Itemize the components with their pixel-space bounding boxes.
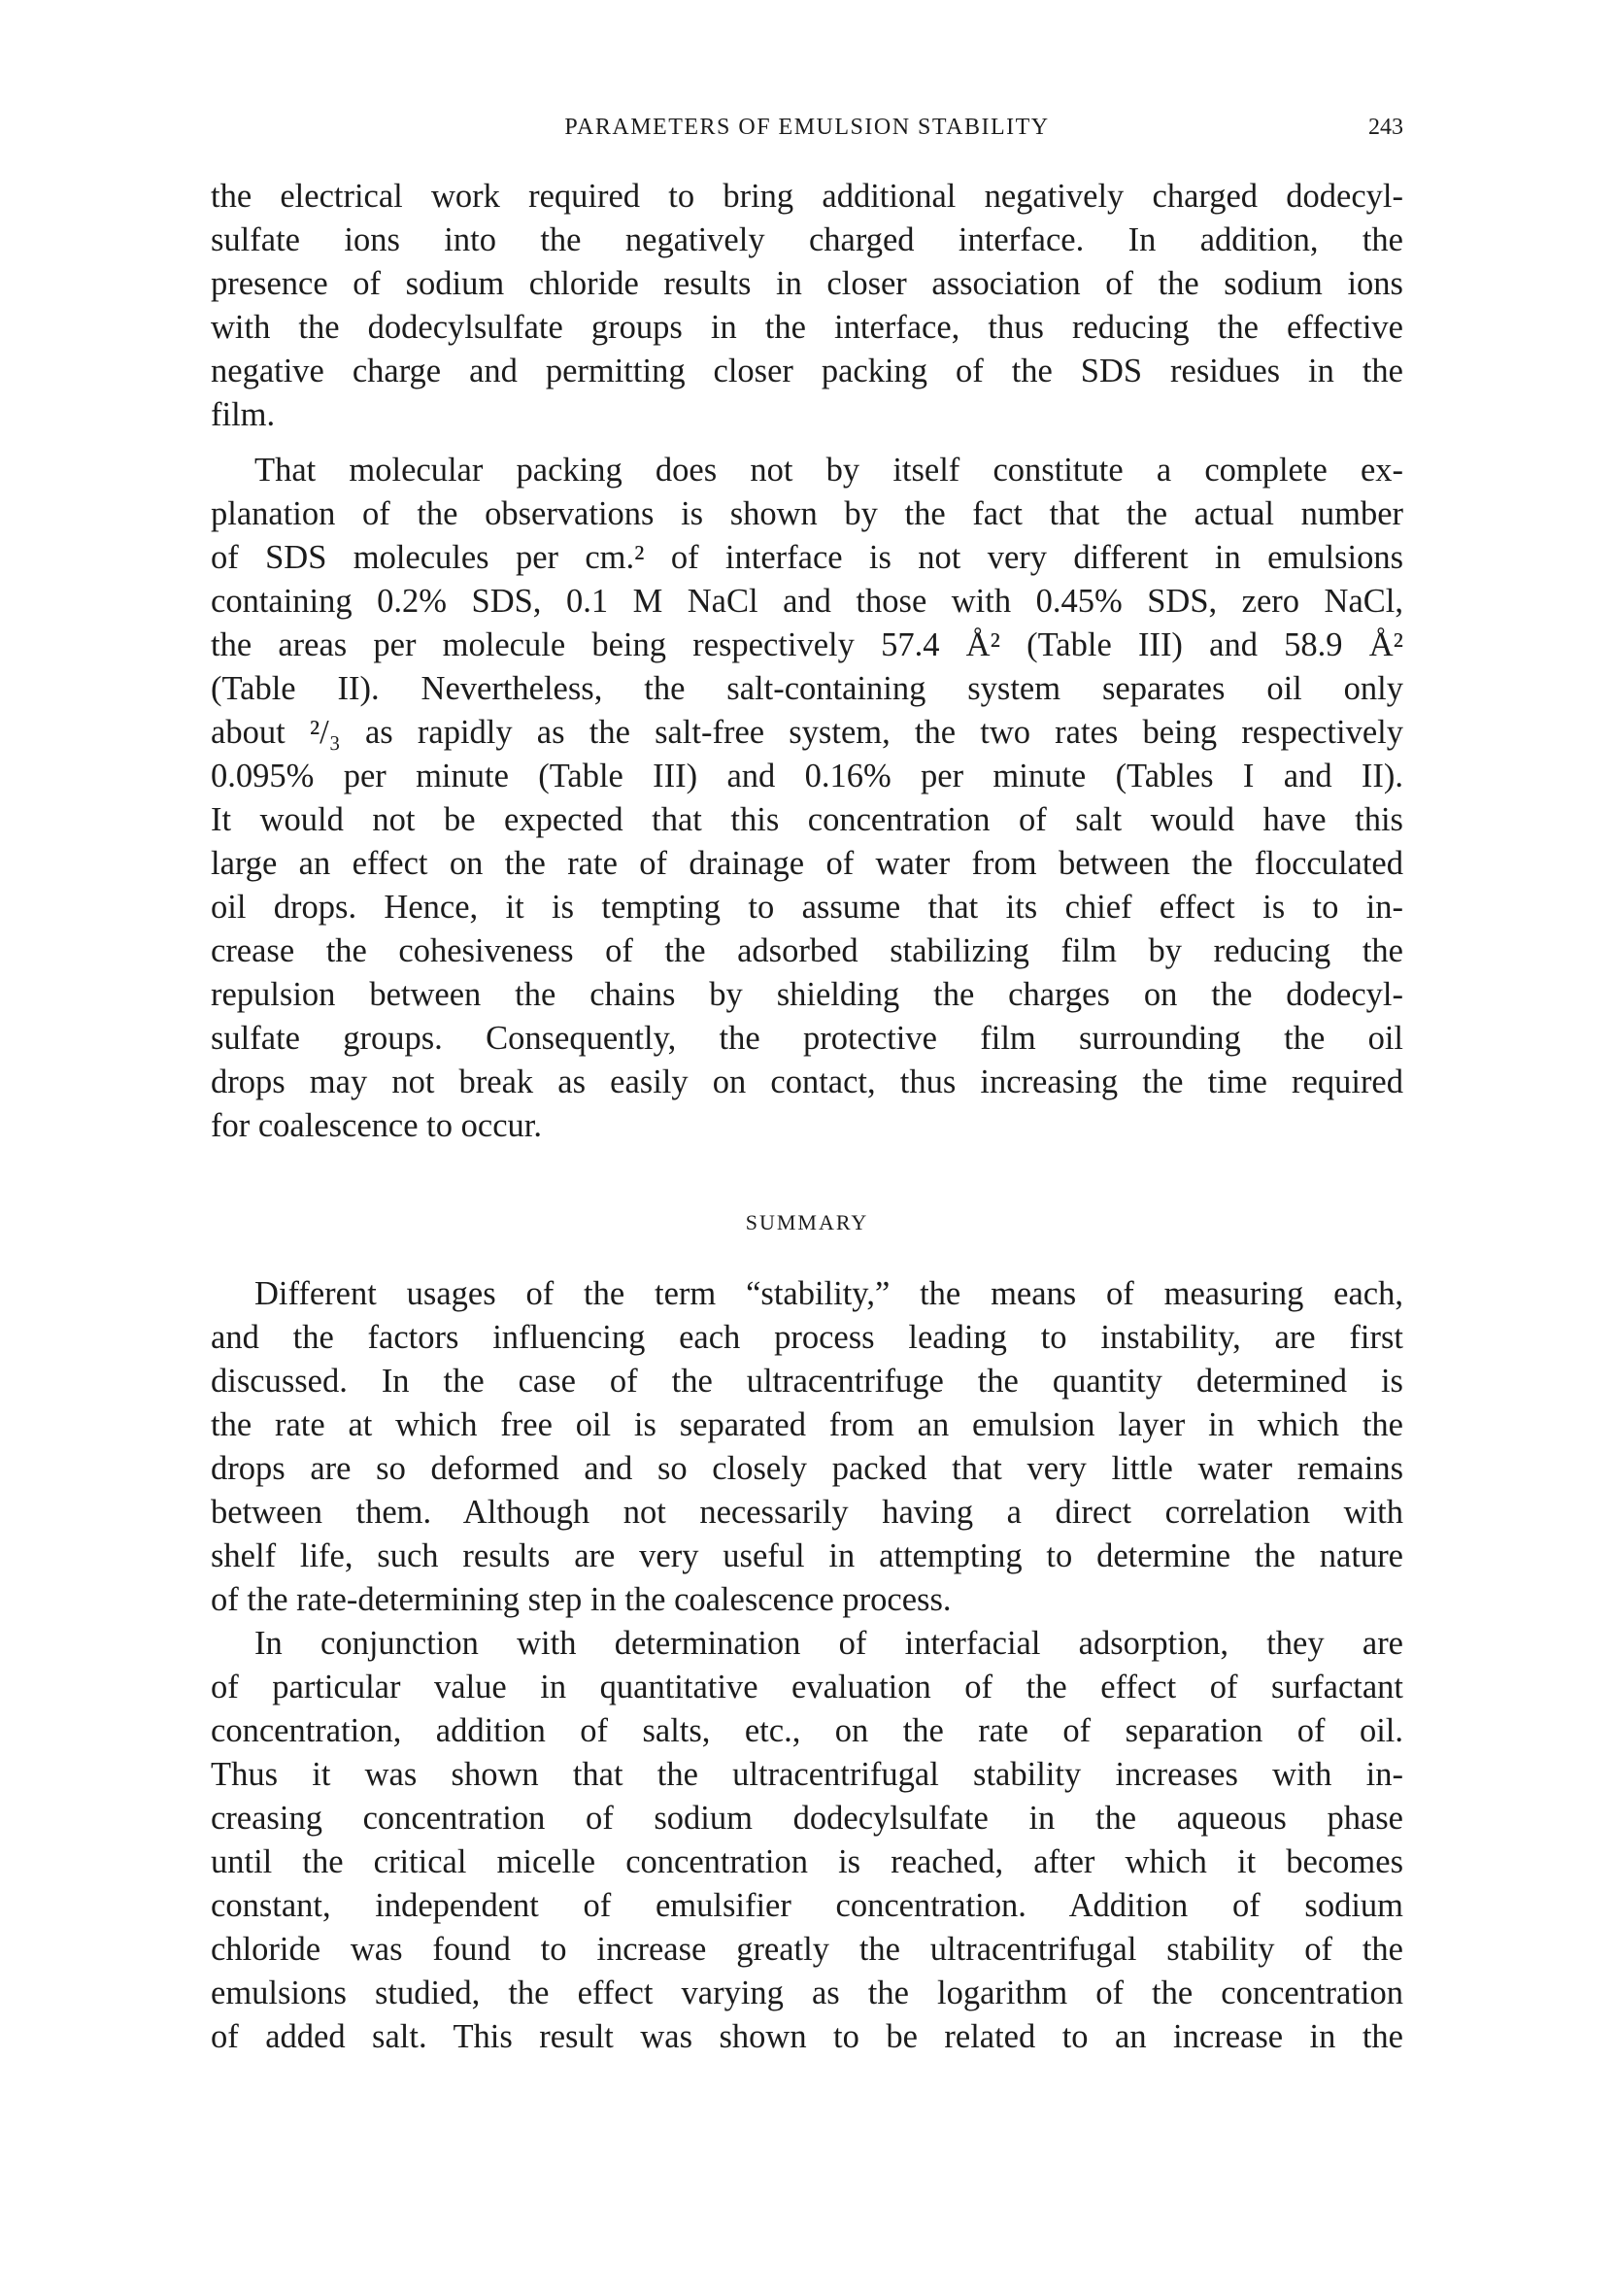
- text-line: emulsions studied, the effect varying as the logarithm of the concentration: [211, 1975, 1403, 2011]
- text-line: concentration, addition of salts, etc., on the rate of separation of oil.: [211, 1712, 1403, 1749]
- text-line: of particular value in quantitative evaluation of the effect of surfactant: [211, 1669, 1403, 1705]
- text-line: containing 0.2% SDS, 0.1 M NaCl and those with 0.45% SDS, zero NaCl,: [211, 583, 1403, 620]
- text-line: of SDS molecules per cm.² of interface is not very different in emulsions: [211, 539, 1403, 576]
- running-header: [211, 115, 1403, 153]
- text-line: drops may not break as easily on contact, thus increasing the time required: [211, 1064, 1403, 1100]
- text-line: large an effect on the rate of drainage of water from between the flocculated: [211, 845, 1403, 882]
- text-line: of added salt. This result was shown to be related to an increase in the: [211, 2018, 1403, 2055]
- text-line: Thus it was shown that the ultracentrifugal stability increases with in-: [211, 1756, 1403, 1793]
- text-line: between them. Although not necessarily having a direct correlation with: [211, 1494, 1403, 1531]
- text-line: In conjunction with determination of interfacial adsorption, they are: [254, 1625, 1403, 1662]
- paragraph-summary-2: [211, 1622, 1403, 2059]
- text-line: the areas per molecule being respectively 57.4 Å² (Table III) and 58.9 Å²: [211, 626, 1403, 663]
- text-line: 0.095% per minute (Table III) and 0.16% per minute (Tables I and II).: [211, 758, 1403, 794]
- text-line: for coalescence to occur.: [211, 1107, 542, 1144]
- text-line: with the dodecylsulfate groups in the interface, thus reducing the effective: [211, 309, 1403, 346]
- paragraph-summary-1: [211, 1272, 1403, 1622]
- text-line: the rate at which free oil is separated from an emulsion layer in which the: [211, 1406, 1403, 1443]
- page-number: 243: [1368, 115, 1403, 140]
- text-line: Different usages of the term “stability,” the means of measuring each,: [254, 1275, 1403, 1312]
- text-line: crease the cohesiveness of the adsorbed stabilizing film by reducing the: [211, 932, 1403, 969]
- text-line: creasing concentration of sodium dodecylsulfate in the aqueous phase: [211, 1800, 1403, 1837]
- text-line: sulfate groups. Consequently, the protective film surrounding the oil: [211, 1020, 1403, 1057]
- text-line: presence of sodium chloride results in closer association of the sodium ions: [211, 265, 1403, 302]
- text-line: (Table II). Nevertheless, the salt-containing system separates oil only: [211, 670, 1403, 707]
- text-line: negative charge and permitting closer packing of the SDS residues in the: [211, 353, 1403, 389]
- text-line: constant, independent of emulsifier concentration. Addition of sodium: [211, 1887, 1403, 1924]
- text-line: planation of the observations is shown by the fact that the actual number: [211, 495, 1403, 532]
- text-line: sulfate ions into the negatively charged interface. In addition, the: [211, 221, 1403, 258]
- text-line: film.: [211, 396, 276, 433]
- text-line: and the factors influencing each process leading to instability, are first: [211, 1319, 1403, 1356]
- text-line: oil drops. Hence, it is tempting to assume that its chief effect is to in-: [211, 889, 1403, 926]
- text-line: the electrical work required to bring additional negatively charged dodecyl-: [211, 178, 1403, 215]
- text-line: about ²/₃ as rapidly as the salt-free system, the two rates being respectively: [211, 714, 1403, 751]
- text-line: repulsion between the chains by shielding the charges on the dodecyl-: [211, 976, 1403, 1013]
- text-line: That molecular packing does not by itself constitute a complete ex-: [254, 452, 1403, 489]
- text-line: It would not be expected that this concentration of salt would have this: [211, 801, 1403, 838]
- text-line: of the rate-determining step in the coalescence process.: [211, 1581, 952, 1618]
- text-line: discussed. In the case of the ultracentrifuge the quantity determined is: [211, 1363, 1403, 1400]
- text-line: until the critical micelle concentration is reached, after which it becomes: [211, 1843, 1403, 1880]
- paragraph-continued: [211, 175, 1403, 437]
- text-line: shelf life, such results are very useful in attempting to determine the nature: [211, 1537, 1403, 1574]
- text-line: drops are so deformed and so closely packed that very little water remains: [211, 1450, 1403, 1487]
- text-line: chloride was found to increase greatly the ultracentrifugal stability of the: [211, 1931, 1403, 1968]
- paragraph-molecular-packing: [211, 449, 1403, 1148]
- section-heading-summary: SUMMARY: [745, 1210, 869, 1234]
- running-title: PARAMETERS OF EMULSION STABILITY: [564, 115, 1050, 140]
